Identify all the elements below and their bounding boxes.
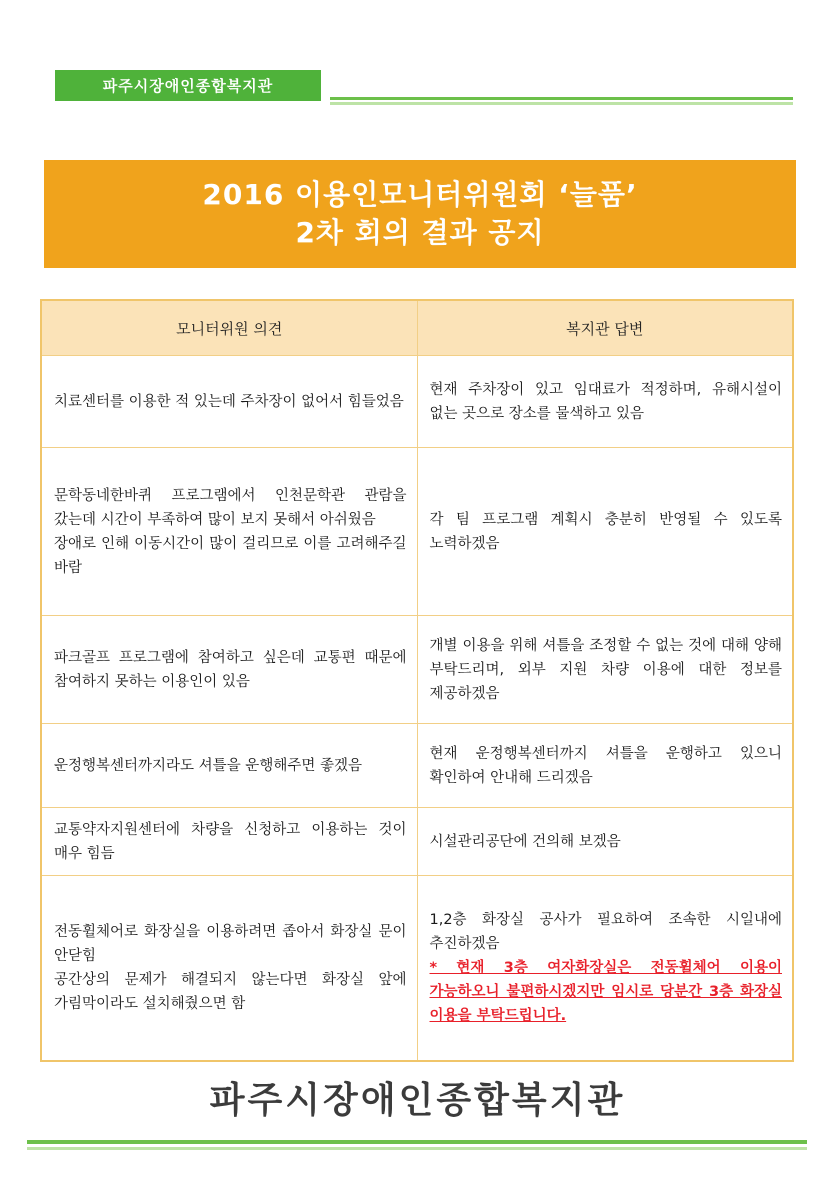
notice-table <box>40 299 794 1062</box>
table-row <box>41 616 793 724</box>
opinion-cell <box>41 356 417 448</box>
response-text: 1,2층 화장실 공사가 필요하여 조속한 시일내에 추진하겠음 <box>429 911 782 952</box>
bottom-divider <box>27 1140 807 1144</box>
table-row <box>41 448 793 616</box>
opinion-text: 치료센터를 이용한 적 있는데 주차장이 없어서 힘들었음 <box>54 393 404 410</box>
response-cell <box>417 356 793 448</box>
table-row <box>41 724 793 808</box>
opinion-text: 파크골프 프로그램에 참여하고 싶은데 교통편 때문에 참여하지 못하는 이용인이 있음 <box>54 649 407 690</box>
response-cell <box>417 876 793 1061</box>
org-tag <box>55 70 321 101</box>
bottom-divider-light <box>27 1147 807 1150</box>
response-cell <box>417 724 793 808</box>
response-cell <box>417 616 793 724</box>
title-banner <box>44 160 796 268</box>
response-text: 현재 운정행복센터까지 셔틀을 운행하고 있으니 확인하여 안내해 드리겠음 <box>429 745 782 786</box>
response-text: 현재 주차장이 있고 임대료가 적정하며, 유해시설이 없는 곳으로 장소를 물색하고 있음 <box>429 381 782 422</box>
opinion-text: 공간상의 문제가 해결되지 않는다면 화장실 앞에 가림막이라도 설치해줬으면 함 <box>54 971 407 1012</box>
response-text: 각 팀 프로그램 계획시 충분히 반영될 수 있도록 노력하겠음 <box>429 511 782 552</box>
footer-org-name: 파주시장애인종합복지관 <box>209 1080 626 1121</box>
response-cell <box>417 808 793 876</box>
opinion-text: 문학동네한바퀴 프로그램에서 인천문학관 관람을 갔는데 시간이 부족하여 많이 보지 못해서 아쉬웠음 <box>54 487 407 528</box>
table-row <box>41 356 793 448</box>
header-center-response: 복지관 답변 <box>417 300 793 356</box>
opinion-cell <box>41 808 417 876</box>
table-row <box>41 808 793 876</box>
top-divider <box>330 97 793 100</box>
header-monitor-opinion: 모니터위원 의견 <box>41 300 417 356</box>
opinion-cell <box>41 616 417 724</box>
org-tag-label: 파주시장애인종합복지관 <box>102 77 274 95</box>
table-header-row <box>41 300 793 356</box>
title-line-2: 2차 회의 결과 공지 <box>295 216 545 249</box>
opinion-cell <box>41 876 417 1061</box>
opinion-text: 운정행복센터까지라도 셔틀을 운행해주면 좋겠음 <box>54 757 362 774</box>
opinion-cell <box>41 448 417 616</box>
opinion-text: 전동휠체어로 화장실을 이용하려면 좁아서 화장실 문이 안닫힘 <box>54 923 407 964</box>
title-line-1: 2016 이용인모니터위원회 ‘늘품’ <box>202 178 638 211</box>
opinion-text: 교통약자지원센터에 차량을 신청하고 이용하는 것이 매우 힘듬 <box>54 821 407 862</box>
response-cell <box>417 448 793 616</box>
opinion-text: 장애로 인해 이동시간이 많이 걸리므로 이를 고려해주길 바람 <box>54 535 407 576</box>
response-text: 개별 이용을 위해 셔틀을 조정할 수 없는 것에 대해 양해 부탁드리며, 외부 지원 차량 이용에 대한 정보를 제공하겠음 <box>429 637 782 702</box>
opinion-cell <box>41 724 417 808</box>
restroom-notice: * 현재 3층 여자화장실은 전동휠체어 이용이 가능하오니 불편하시겠지만 임시로 당분간 3층 화장실 이용을 부탁드립니다. <box>429 959 782 1024</box>
response-text: 시설관리공단에 건의해 보겠음 <box>429 833 621 850</box>
top-divider-light <box>330 102 793 105</box>
table-row <box>41 876 793 1061</box>
